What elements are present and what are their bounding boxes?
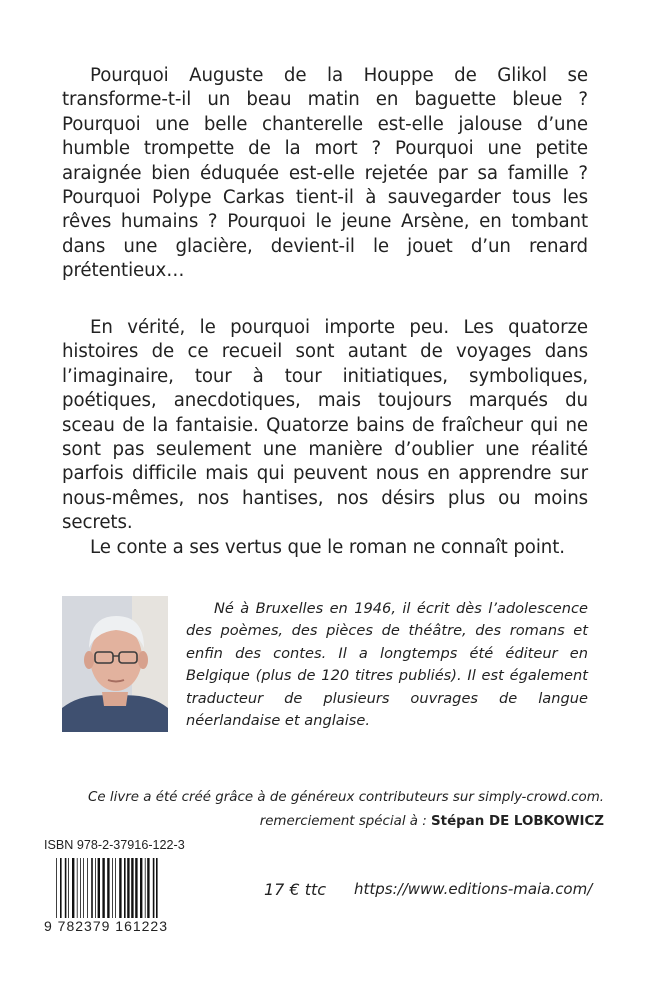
blurb-text-1: Pourquoi Auguste de la Houppe de Glikol se transforme-t-il un beau matin en baguette bleue ? Pourquoi une belle chanterelle est-elle jalouse d’une humble trompette de la mort ? Pourquoi une petite araignée bien éduquée est-elle rejetée par sa famille ? Pourquoi Polype Carkas tient-il à sauvegarder tous les rêves humains ? Pourquoi le jeune Arsène, en tombant dans une glacière, devient-il le jouet d’un renard prétentieux… <box>62 65 588 282</box>
special-thanks-prefix: remerciement spécial à : <box>259 814 432 829</box>
publisher-website[interactable]: https://www.editions-maia.com/ <box>354 880 593 898</box>
blurb-paragraph-3 <box>62 536 588 560</box>
author-portrait-illustration <box>62 596 168 732</box>
blurb-text-2: En vérité, le pourquoi importe peu. Les quatorze histoires de ce recueil sont autant de voyages dans l’imaginaire, tour à tour initiatiques, symboliques, poétiques, anecdotiques, mais toujours marqués du sceau de la fantaisie. Quatorze bains de fraîcheur qui ne sont pas seulement une manière d’oublier une réalité parfois difficile mais qui peuvent nous en apprendre sur nous-mêmes, nos hantises, nos désirs plus ou moins secrets. <box>62 317 588 534</box>
blurb-paragraph-2 <box>62 316 588 536</box>
author-bio <box>186 598 588 732</box>
special-thanks-name: Stépan DE LOBKOWICZ <box>431 814 604 829</box>
blurb-paragraph-1 <box>62 64 588 284</box>
crowdfunding-credit: Ce livre a été créé grâce à de généreux contributeurs sur simply-crowd.com. <box>88 790 604 805</box>
credits-block <box>88 786 604 834</box>
author-bio-text: Né à Bruxelles en 1946, il écrit dès l’adolescence des poèmes, des pièces de théâtre, des romans et enfin des contes. Il a longtemps été éditeur en Belgique (plus de 120 titres publiés). Il est également traducteur de plusieurs ouvrages de langue néerlandaise et anglaise. <box>186 600 588 730</box>
special-thanks <box>88 810 604 834</box>
price: 17 € ttc <box>264 880 327 899</box>
author-photo <box>62 596 168 732</box>
barcode-digits: 9 782379 161223 <box>44 918 184 934</box>
isbn-label: ISBN 978-2-37916-122-3 <box>44 838 185 852</box>
blurb-text-3: Le conte a ses vertus que le roman ne connaît point. <box>90 537 565 558</box>
